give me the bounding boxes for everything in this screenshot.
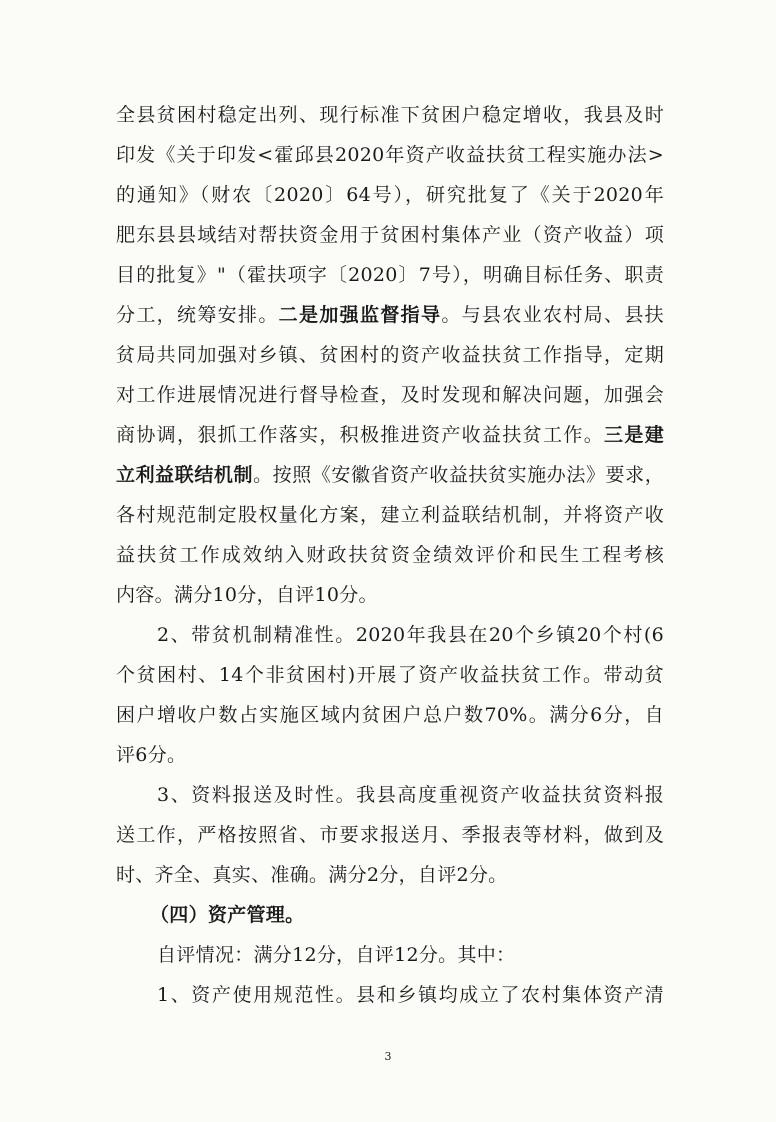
- page-number: 3: [384, 1050, 392, 1063]
- body-line-11: 各村规范制定股权量化方案，建立利益联结机制，并将资产收: [116, 504, 664, 526]
- line6-text-pre: 分工，统筹安排。: [116, 304, 279, 326]
- body-line-8: 对工作进展情况进行督导检查，及时发现和解决问题，加强会: [116, 384, 664, 406]
- body-line-10: [116, 463, 664, 487]
- paragraph-2-line-2: 个贫困村、14个非贫困村)开展了资产收益扶贫工作。带动贫: [116, 664, 664, 686]
- body-line-12: 益扶贫工作成效纳入财政扶贫资金绩效评价和民生工程考核: [116, 544, 664, 566]
- section-heading: （四）资产管理。: [150, 904, 305, 926]
- paragraph-4-line-1: 1、资产使用规范性。县和乡镇均成立了农村集体资产清: [157, 984, 664, 1006]
- paragraph-2-line-3: 困户增收户数占实施区域内贫困户总户数70%。满分6分，自: [116, 704, 664, 726]
- body-line-2: 印发《关于印发<霍邱县2020年资产收益扶贫工程实施办法>: [116, 144, 664, 166]
- body-line-9: [116, 423, 664, 447]
- body-line-6: [116, 303, 664, 327]
- body-line-3: 的通知》（财农〔2020〕64号），研究批复了《关于2020年: [116, 184, 664, 206]
- paragraph-3-line-3: 时、齐全、真实、准确。满分2分，自评2分。: [116, 864, 508, 886]
- body-line-7: 贫局共同加强对乡镇、贫困村的资产收益扶贫工作指导，定期: [116, 344, 664, 366]
- line9-text-pre: 商协调，狠抓工作落实，积极推进资产收益扶贫工作。: [116, 424, 605, 446]
- paragraph-2-line-1: 2、带贫机制精准性。2020年我县在20个乡镇20个村(6: [157, 624, 664, 646]
- paragraph-3-line-2: 送工作，严格按照省、市要求报送月、季报表等材料，做到及: [116, 824, 664, 846]
- body-line-13: 内容。满分10分，自评10分。: [116, 584, 378, 606]
- bold-phrase-third-end: 立利益联结机制: [116, 464, 254, 486]
- bold-phrase-supervision: 二是加强监督指导: [278, 304, 442, 326]
- body-line-5: 目的批复》"（霍扶项字〔2020〕7号），明确目标任务、职责: [116, 264, 664, 286]
- self-evaluation-line: 自评情况：满分12分，自评12分。其中：: [157, 944, 516, 966]
- body-line-1: 全县贫困村稳定出列、现行标准下贫困户稳定增收，我县及时: [116, 104, 664, 126]
- line6-text-post: 。与县农业农村局、县扶: [441, 304, 664, 326]
- line10-text-post: 。按照《安徽省资产收益扶贫实施办法》要求，: [253, 464, 664, 486]
- paragraph-2-line-4: 评6分。: [116, 744, 187, 766]
- paragraph-3-line-1: 3、资料报送及时性。我县高度重视资产收益扶贫资料报: [157, 784, 664, 806]
- body-line-4: 肥东县县域结对帮扶资金用于贫困村集体产业（资产收益）项: [116, 224, 664, 246]
- bold-phrase-third-start: 三是建: [604, 424, 665, 446]
